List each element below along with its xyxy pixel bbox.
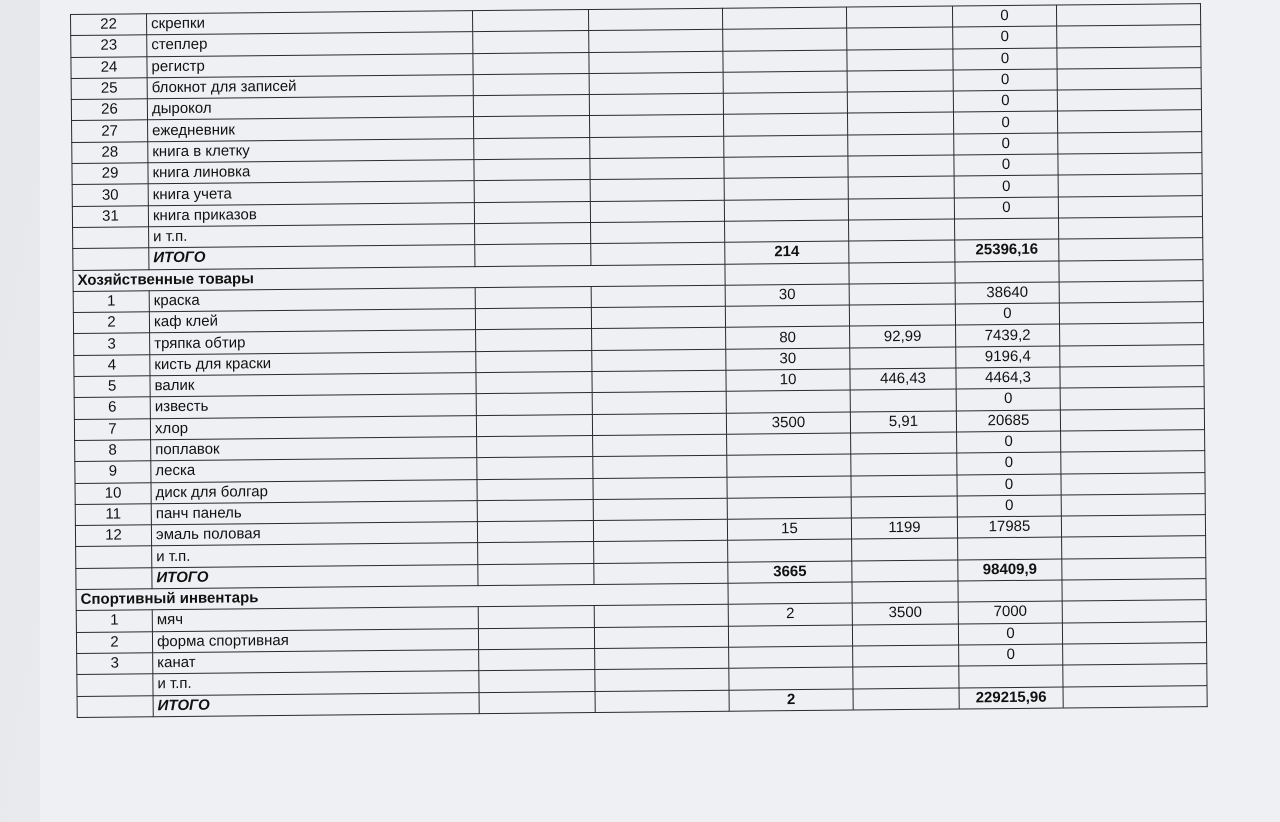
quantity-cell — [723, 92, 847, 114]
quantity-cell — [728, 539, 852, 561]
item-name: хлор — [150, 415, 476, 439]
sum-cell: 0 — [953, 90, 1057, 112]
blank-cell — [955, 261, 1059, 283]
price-cell — [850, 389, 956, 411]
sum-cell: 0 — [955, 303, 1059, 325]
blank-cell — [475, 222, 591, 244]
price-cell — [848, 134, 954, 156]
item-name: каф клей — [149, 309, 475, 333]
price-cell — [853, 687, 959, 709]
blank-cell — [477, 499, 593, 521]
blank-cell — [1060, 387, 1204, 410]
item-name: и т.п. — [149, 224, 475, 248]
blank-cell — [478, 627, 594, 649]
blank-cell — [478, 563, 594, 585]
blank-cell — [958, 580, 1062, 602]
blank-cell — [852, 581, 958, 603]
blank-cell — [1063, 664, 1207, 687]
item-name: дырокол — [147, 96, 473, 120]
blank-cell — [591, 306, 725, 329]
blank-cell — [595, 690, 729, 713]
blank-cell — [594, 605, 728, 628]
sum-cell — [959, 665, 1063, 687]
section-title: Спортивный инвентарь — [76, 583, 728, 611]
item-name: и т.п. — [152, 543, 478, 567]
price-cell — [847, 91, 953, 113]
row-number: 5 — [74, 376, 150, 398]
item-name: книга в клетку — [148, 138, 474, 162]
blank-cell — [589, 72, 723, 95]
row-number: 10 — [75, 482, 151, 504]
blank-cell — [476, 329, 592, 351]
price-cell: 1199 — [851, 517, 957, 539]
row-number: 28 — [72, 142, 148, 164]
item-name: регистр — [147, 53, 473, 77]
quantity-cell — [723, 71, 847, 93]
price-cell — [852, 538, 958, 560]
blank-cell — [593, 498, 727, 521]
blank-cell — [476, 414, 592, 436]
row-number: 3 — [77, 653, 153, 675]
blank-cell — [1062, 557, 1206, 580]
blank-cell — [589, 30, 723, 53]
quantity-cell — [725, 305, 849, 327]
item-name: леска — [151, 458, 477, 482]
sum-cell — [958, 537, 1062, 559]
quantity-cell: 30 — [726, 348, 850, 370]
inventory-table — [70, 3, 1208, 718]
item-name: известь — [150, 394, 476, 418]
sum-cell: 0 — [957, 474, 1061, 496]
quantity-cell — [727, 476, 851, 498]
blank-cell — [1062, 536, 1206, 559]
quantity-cell — [727, 454, 851, 476]
blank-cell — [849, 262, 955, 284]
quantity-cell — [724, 177, 848, 199]
item-name: ежедневник — [148, 117, 474, 141]
blank-cell — [590, 179, 724, 202]
quantity-cell — [729, 646, 853, 668]
row-number: 22 — [71, 14, 147, 36]
sum-cell: 0 — [953, 26, 1057, 48]
row-number: 26 — [71, 99, 147, 121]
section-title: Хозяйственные товары — [73, 264, 725, 292]
item-name: тряпка обтир — [150, 330, 476, 354]
quantity-cell: 30 — [725, 284, 849, 306]
blank-cell — [590, 136, 724, 159]
blank-cell — [476, 350, 592, 372]
quantity-cell — [723, 50, 847, 72]
row-number: 11 — [75, 504, 151, 526]
blank-cell — [588, 8, 722, 31]
blank-cell — [1060, 323, 1204, 346]
item-name: книга приказов — [148, 202, 474, 226]
sum-cell: 0 — [958, 623, 1062, 645]
blank-cell — [475, 286, 591, 308]
quantity-cell — [727, 497, 851, 519]
row-number: 4 — [74, 354, 150, 376]
row-number: 9 — [75, 461, 151, 483]
blank-cell — [1057, 46, 1201, 69]
item-name: кисть для краски — [150, 351, 476, 375]
sum-cell: 229215,96 — [959, 686, 1063, 708]
blank-cell — [1057, 110, 1201, 133]
price-cell — [849, 283, 955, 305]
blank-cell — [1060, 408, 1204, 431]
blank-cell — [1057, 25, 1201, 48]
sum-cell: 0 — [953, 69, 1057, 91]
price-cell: 3500 — [852, 602, 958, 624]
blank-cell — [474, 201, 590, 223]
blank-cell — [478, 542, 594, 564]
price-cell — [848, 155, 954, 177]
item-name: поплавок — [151, 437, 477, 461]
blank-cell — [477, 435, 593, 457]
item-name: мяч — [152, 607, 478, 631]
item-name: скрепки — [147, 11, 473, 35]
blank-cell — [593, 519, 727, 542]
blank-cell — [1062, 621, 1206, 644]
blank-cell — [590, 200, 724, 223]
row-number: 30 — [72, 184, 148, 206]
blank-cell — [1060, 366, 1204, 389]
quantity-cell — [729, 667, 853, 689]
blank-cell — [595, 647, 729, 670]
blank-cell — [594, 562, 728, 585]
blank-cell — [473, 31, 589, 53]
price-cell — [851, 453, 957, 475]
blank-cell — [1059, 259, 1203, 282]
blank-cell — [594, 541, 728, 564]
price-cell — [847, 49, 953, 71]
price-cell — [851, 432, 957, 454]
row-number — [76, 567, 152, 589]
quantity-cell: 2 — [728, 603, 852, 625]
item-name: канат — [153, 650, 479, 674]
quantity-cell: 10 — [726, 369, 850, 391]
total-label: ИТОГО — [152, 564, 478, 588]
quantity-cell — [727, 433, 851, 455]
price-cell — [846, 6, 952, 28]
blank-cell — [592, 349, 726, 372]
sum-cell: 0 — [956, 388, 1060, 410]
blank-cell — [591, 221, 725, 244]
blank-cell — [594, 626, 728, 649]
sum-cell: 4464,3 — [956, 367, 1060, 389]
price-cell — [851, 475, 957, 497]
blank-cell — [592, 392, 726, 415]
quantity-cell — [728, 625, 852, 647]
blank-cell — [1058, 153, 1202, 176]
sum-cell: 7000 — [958, 601, 1062, 623]
price-cell — [848, 176, 954, 198]
total-label: ИТОГО — [153, 692, 479, 716]
blank-cell — [479, 691, 595, 713]
blank-cell — [1061, 430, 1205, 453]
row-number: 8 — [75, 440, 151, 462]
sum-cell: 0 — [954, 154, 1058, 176]
row-number: 25 — [71, 78, 147, 100]
total-label: ИТОГО — [149, 245, 475, 269]
sum-cell: 25396,16 — [955, 239, 1059, 261]
blank-cell — [589, 51, 723, 74]
price-cell — [849, 304, 955, 326]
blank-cell — [1057, 68, 1201, 91]
blank-cell — [1062, 579, 1206, 602]
item-name: эмаль половая — [151, 522, 477, 546]
blank-cell — [474, 180, 590, 202]
quantity-cell — [724, 156, 848, 178]
blank-cell — [474, 159, 590, 181]
price-cell — [849, 240, 955, 262]
blank-cell — [1062, 600, 1206, 623]
blank-cell — [1061, 451, 1205, 474]
blank-cell — [590, 157, 724, 180]
blank-cell — [1059, 280, 1203, 303]
blank-cell — [593, 455, 727, 478]
blank-cell — [1059, 302, 1203, 325]
blank-cell — [593, 434, 727, 457]
table-body — [71, 4, 1208, 718]
row-number: 3 — [74, 333, 150, 355]
blank-cell — [1056, 4, 1200, 27]
sum-cell: 0 — [954, 175, 1058, 197]
blank-cell — [1061, 472, 1205, 495]
blank-cell — [589, 93, 723, 116]
blank-cell — [591, 285, 725, 308]
sum-cell: 0 — [957, 452, 1061, 474]
item-name: блокнот для записей — [147, 75, 473, 99]
blank-cell — [479, 648, 595, 670]
blank-cell — [725, 263, 849, 285]
price-cell — [853, 666, 959, 688]
blank-cell — [1058, 195, 1202, 218]
blank-cell — [475, 244, 591, 266]
row-number: 27 — [72, 120, 148, 142]
sum-cell: 17985 — [957, 516, 1061, 538]
blank-cell — [479, 670, 595, 692]
sum-cell: 38640 — [955, 282, 1059, 304]
blank-cell — [592, 413, 726, 436]
blank-cell — [474, 116, 590, 138]
row-number: 1 — [76, 610, 152, 632]
blank-cell — [728, 582, 852, 604]
quantity-cell — [724, 199, 848, 221]
blank-cell — [476, 372, 592, 394]
row-number — [76, 546, 152, 568]
item-name: панч панель — [151, 500, 477, 524]
blank-cell — [477, 457, 593, 479]
blank-cell — [475, 308, 591, 330]
sum-cell: 20685 — [956, 410, 1060, 432]
quantity-cell — [725, 220, 849, 242]
row-number: 7 — [74, 418, 150, 440]
price-cell — [847, 70, 953, 92]
quantity-cell — [724, 135, 848, 157]
row-number — [77, 695, 153, 717]
sum-cell: 7439,2 — [956, 324, 1060, 346]
blank-cell — [473, 52, 589, 74]
price-cell: 92,99 — [850, 325, 956, 347]
blank-cell — [592, 328, 726, 351]
blank-cell — [1058, 174, 1202, 197]
quantity-cell: 214 — [725, 241, 849, 263]
quantity-cell: 80 — [726, 326, 850, 348]
row-number — [77, 674, 153, 696]
item-name: книга линовка — [148, 160, 474, 184]
item-name: диск для болгар — [151, 479, 477, 503]
row-number: 24 — [71, 56, 147, 78]
item-name: степлер — [147, 32, 473, 56]
price-cell — [847, 27, 953, 49]
item-name: краска — [149, 287, 475, 311]
blank-cell — [1059, 238, 1203, 261]
row-number: 31 — [72, 205, 148, 227]
blank-cell — [592, 370, 726, 393]
quantity-cell: 3500 — [726, 412, 850, 434]
row-number: 2 — [76, 631, 152, 653]
blank-cell — [1057, 89, 1201, 112]
row-number — [73, 248, 149, 270]
sum-cell: 0 — [954, 197, 1058, 219]
price-cell — [852, 560, 958, 582]
item-name: и т.п. — [153, 671, 479, 695]
item-name: книга учета — [148, 181, 474, 205]
sum-cell — [955, 218, 1059, 240]
sum-cell: 0 — [952, 5, 1056, 27]
sum-cell: 0 — [959, 644, 1063, 666]
blank-cell — [1063, 643, 1207, 666]
row-number: 2 — [73, 312, 149, 334]
item-name: форма спортивная — [152, 628, 478, 652]
blank-cell — [591, 242, 725, 265]
price-cell — [852, 624, 958, 646]
price-cell — [849, 219, 955, 241]
blank-cell — [1061, 493, 1205, 516]
row-number: 1 — [73, 291, 149, 313]
price-cell — [848, 198, 954, 220]
row-number: 29 — [72, 163, 148, 185]
blank-cell — [477, 478, 593, 500]
sum-cell: 0 — [954, 133, 1058, 155]
blank-cell — [478, 606, 594, 628]
price-cell — [847, 113, 953, 135]
sum-cell: 0 — [953, 112, 1057, 134]
blank-cell — [1058, 131, 1202, 154]
blank-cell — [473, 95, 589, 117]
price-cell — [850, 347, 956, 369]
row-number: 23 — [71, 35, 147, 57]
sum-cell: 0 — [957, 431, 1061, 453]
blank-cell — [1061, 515, 1205, 538]
blank-cell — [474, 137, 590, 159]
blank-cell — [1063, 685, 1207, 708]
sum-cell: 0 — [953, 48, 1057, 70]
price-cell — [853, 645, 959, 667]
quantity-cell: 2 — [729, 689, 853, 711]
quantity-cell — [723, 114, 847, 136]
blank-cell — [472, 10, 588, 32]
quantity-cell — [722, 7, 846, 29]
quantity-cell — [726, 390, 850, 412]
blank-cell — [1060, 344, 1204, 367]
blank-cell — [473, 73, 589, 95]
quantity-cell — [723, 28, 847, 50]
quantity-cell: 3665 — [728, 561, 852, 583]
item-name: валик — [150, 373, 476, 397]
blank-cell — [476, 393, 592, 415]
row-number: 6 — [74, 397, 150, 419]
row-number: 12 — [75, 525, 151, 547]
row-number — [73, 227, 149, 249]
blank-cell — [1059, 217, 1203, 240]
price-cell: 5,91 — [850, 411, 956, 433]
blank-cell — [595, 668, 729, 691]
sum-cell: 9196,4 — [956, 346, 1060, 368]
sum-cell: 0 — [957, 495, 1061, 517]
blank-cell — [593, 477, 727, 500]
blank-cell — [590, 115, 724, 138]
price-cell — [851, 496, 957, 518]
blank-cell — [477, 521, 593, 543]
price-cell: 446,43 — [850, 368, 956, 390]
quantity-cell: 15 — [727, 518, 851, 540]
sum-cell: 98409,9 — [958, 559, 1062, 581]
